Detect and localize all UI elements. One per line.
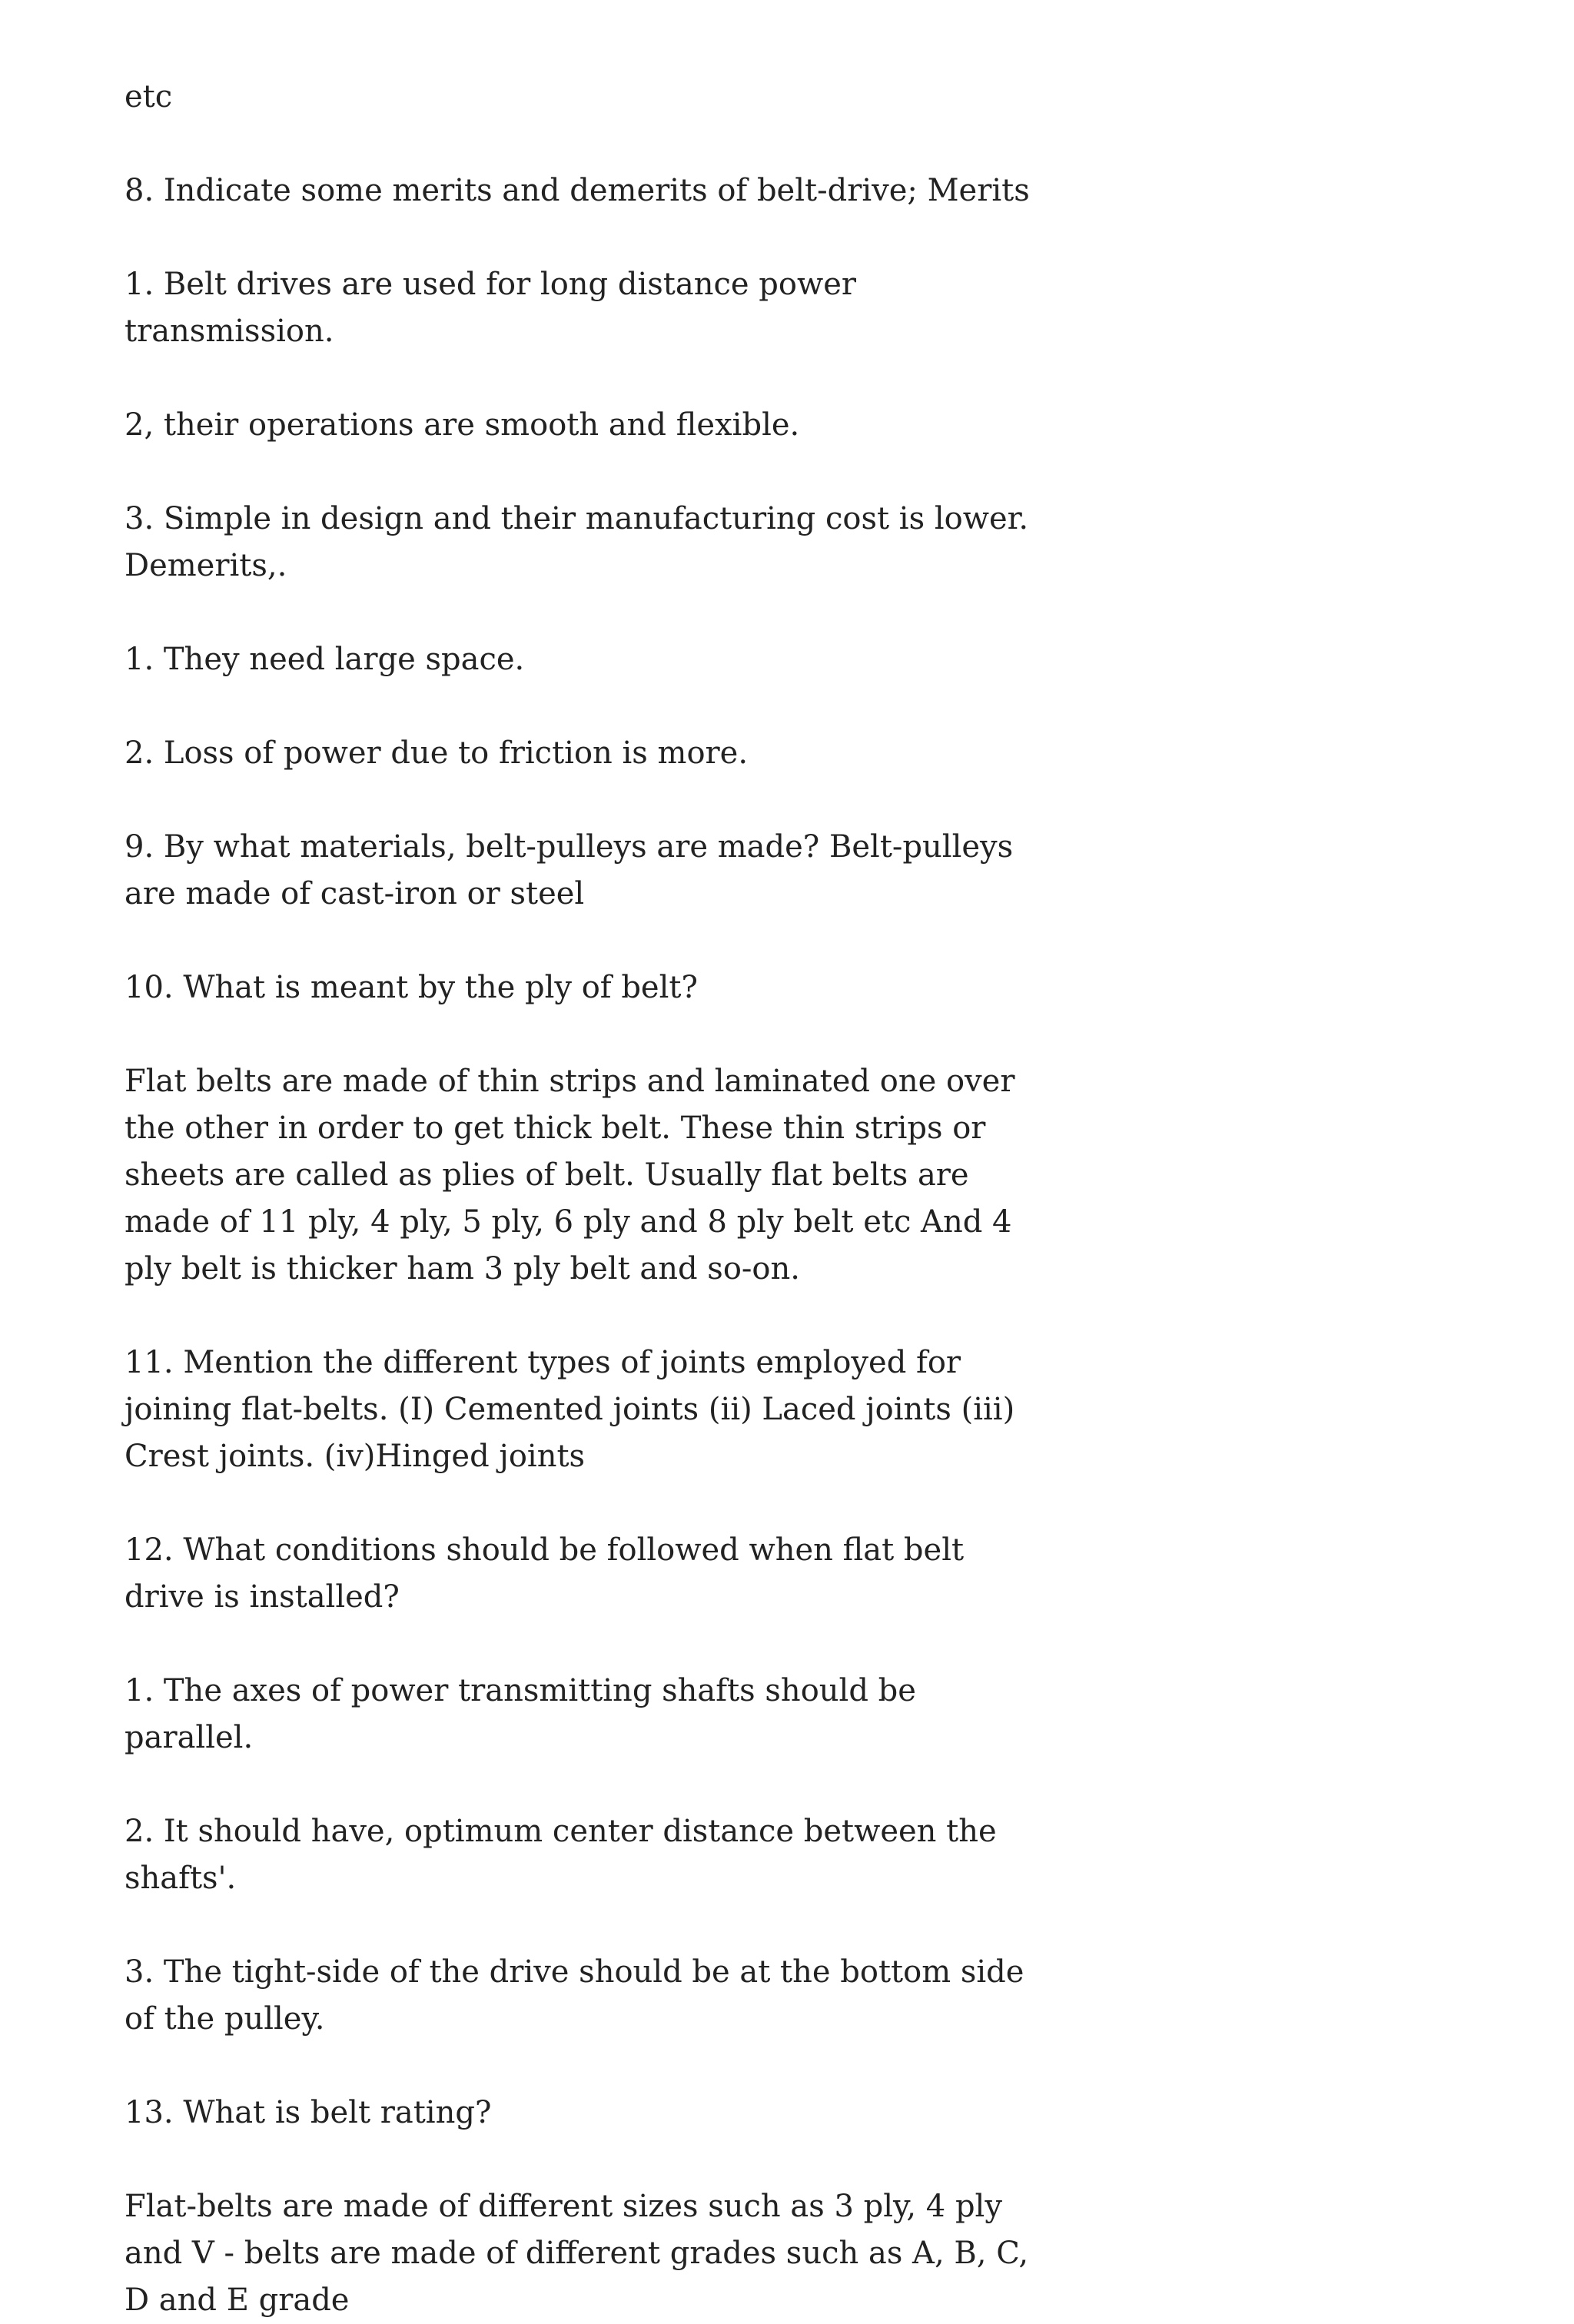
merit-1: 1. Belt drives are used for long distance power transmission. — [125, 267, 856, 349]
condition-2: 2. It should have, optimum center distance between the shafts'. — [125, 1814, 997, 1896]
document-page — [125, 74, 1047, 2324]
answer-13: Flat-belts are made of different sizes such as 3 ply, 4 ply and V - belts are made of different grades such as A, B, C, D and E grade — [125, 2189, 1029, 2318]
paragraph-etc: etc — [125, 79, 173, 115]
demerit-1: 1. They need large space. — [125, 642, 525, 677]
merit-3: 3. Simple in design and their manufacturing cost is lower. Demerits,. — [125, 501, 1029, 583]
demerit-2: 2. Loss of power due to friction is more. — [125, 735, 749, 771]
merit-2: 2, their operations are smooth and flexible. — [125, 407, 800, 443]
condition-3: 3. The tight-side of the drive should be at the bottom side of the pulley. — [125, 1954, 1024, 2037]
question-11: 11. Mention the different types of joints employed for joining flat-belts. (I) Cemented joints (ii) Laced joints (iii) Crest joints. (iv)Hinged joints — [125, 1345, 1015, 1474]
condition-1: 1. The axes of power transmitting shafts should be parallel. — [125, 1673, 916, 1755]
question-9: 9. By what materials, belt-pulleys are made? Belt-pulleys are made of cast-iron or steel — [125, 829, 1014, 911]
question-13: 13. What is belt rating? — [125, 2095, 492, 2130]
question-10: 10. What is meant by the ply of belt? — [125, 970, 698, 1005]
question-12: 12. What conditions should be followed when flat belt drive is installed? — [125, 1532, 965, 1615]
answer-10: Flat belts are made of thin strips and laminated one over the other in order to get thick belt. These thin strips or sheets are called as plies of belt. Usually flat belts are made of 11 ply, 4 ply, 5 ply, 6 ply and 8 ply belt etc And 4 ply belt is thicker ham 3 ply belt and so-on. — [125, 1064, 1015, 1286]
question-8: 8. Indicate some merits and demerits of belt-drive; Merits — [125, 173, 1030, 208]
